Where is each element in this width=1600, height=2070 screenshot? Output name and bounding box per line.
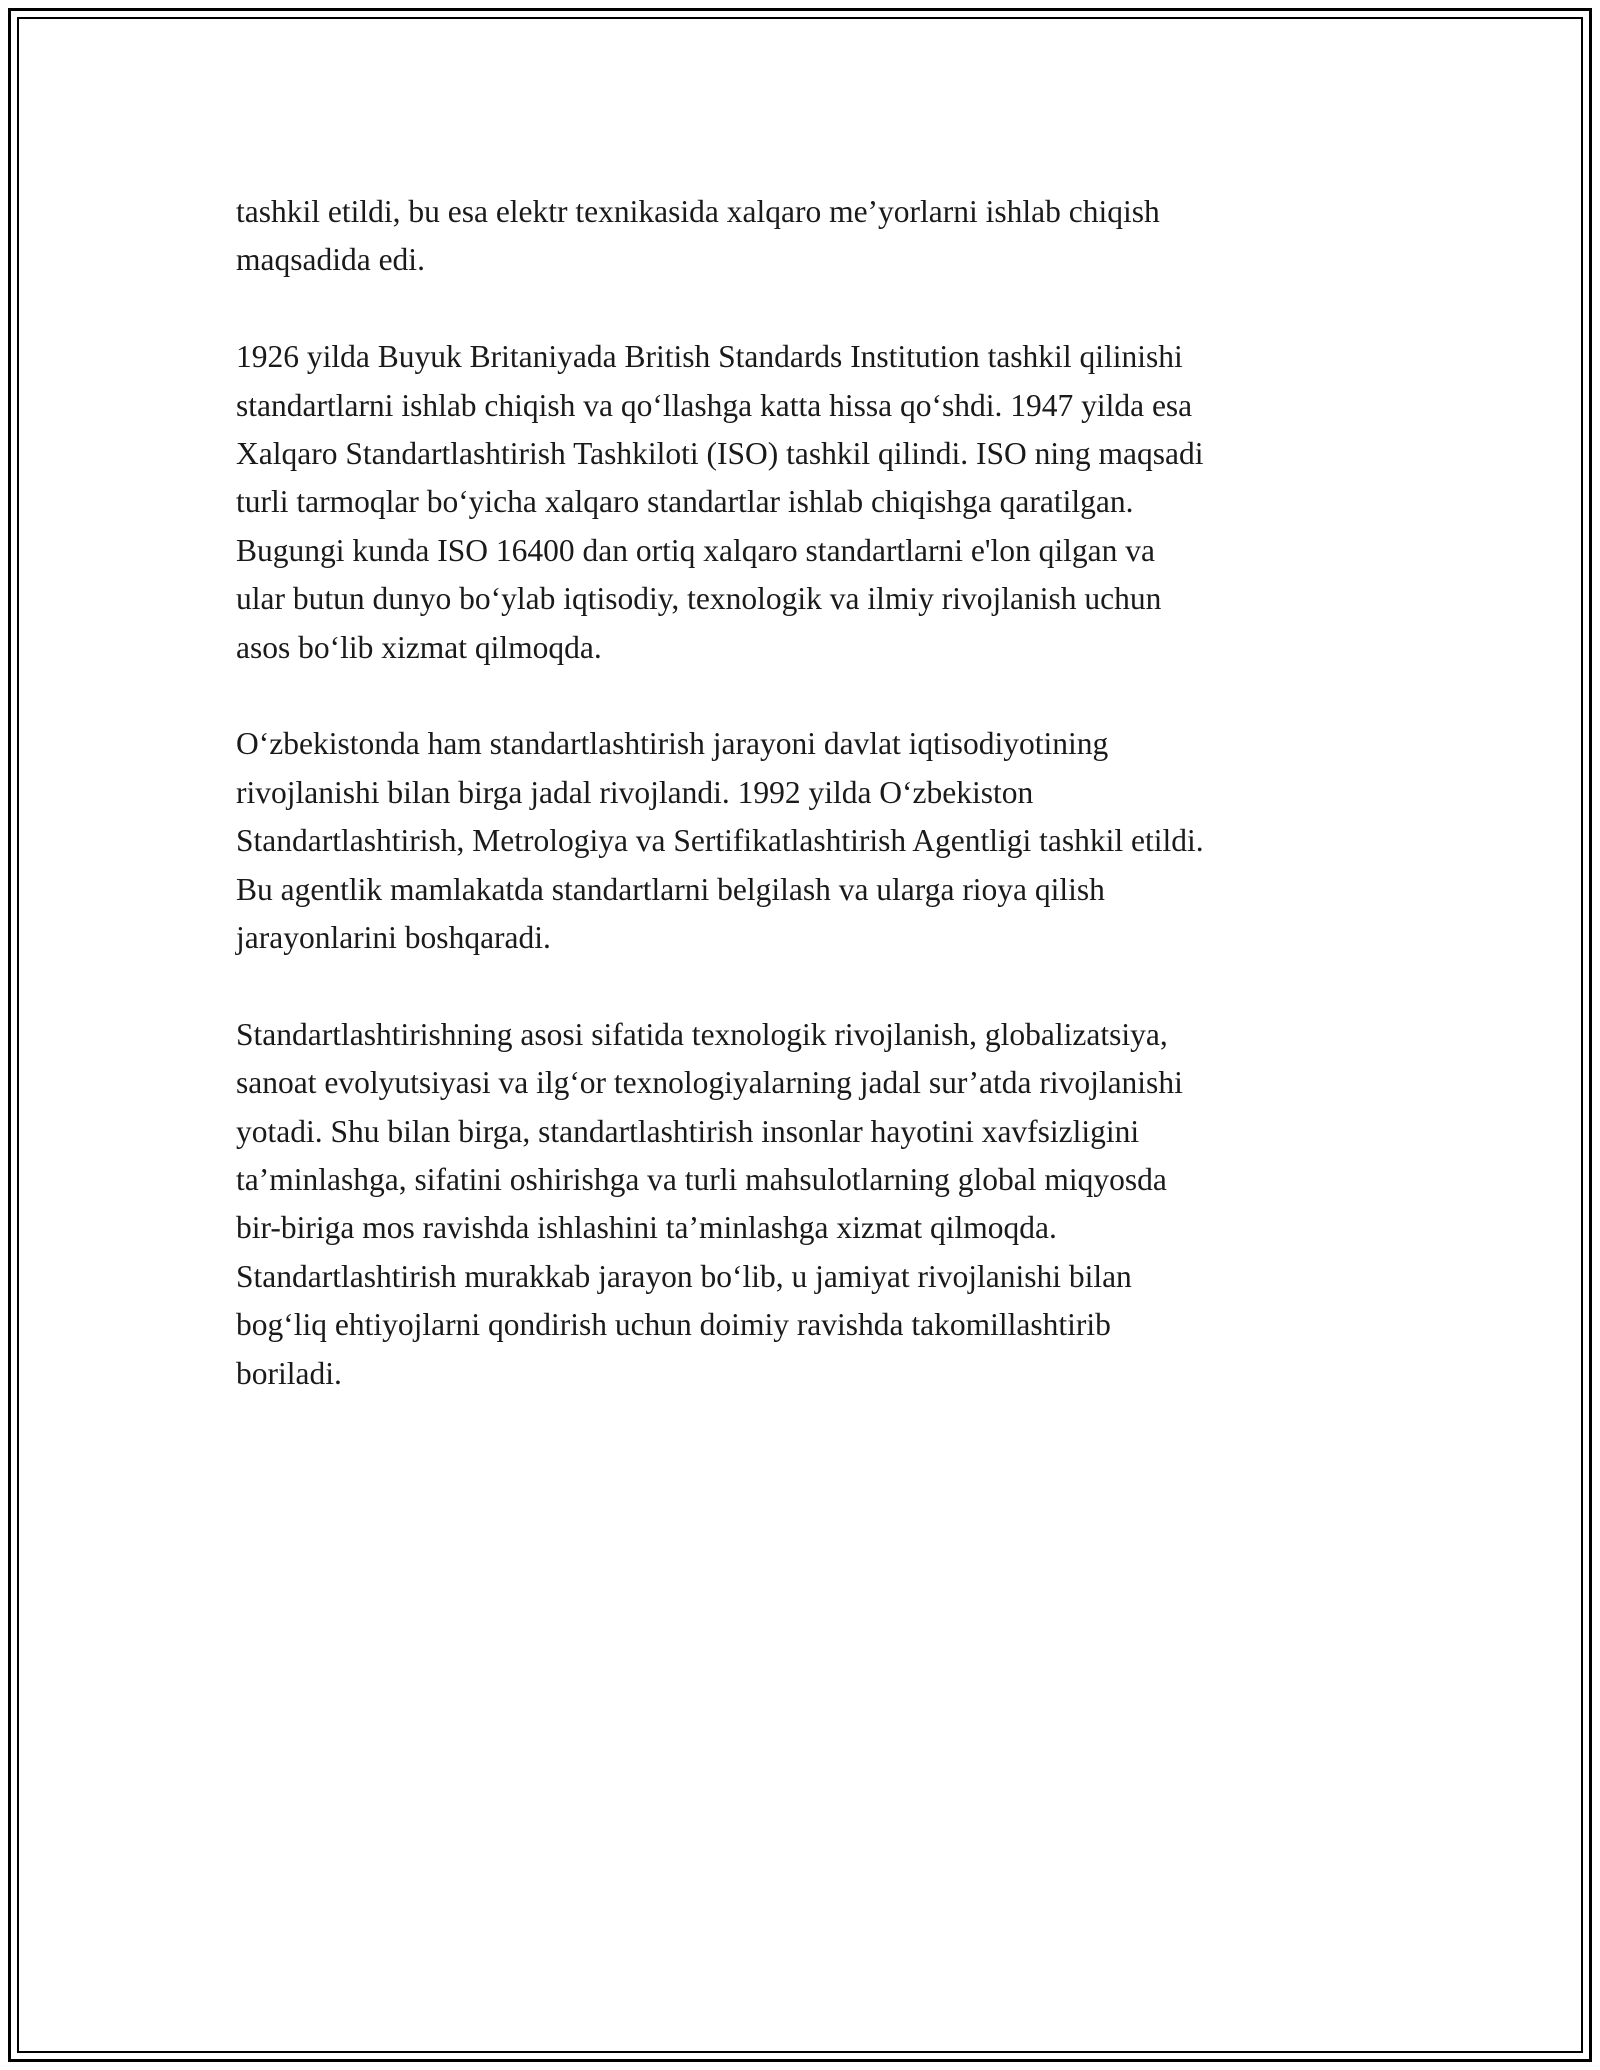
text-line: tashkil etildi, bu esa elektr texnikasida xalqaro me’yorlarni ishlab chiqish: [236, 194, 1160, 229]
paragraph-1: [236, 188, 1386, 285]
text-line: Bu agentlik mamlakatda standartlarni belgilash va ularga rioya qilish: [236, 871, 1105, 907]
text-line: ular butun dunyo bo‘ylab iqtisodiy, texnologik va ilmiy rivojlanish uchun: [236, 581, 1162, 617]
text-line: Standartlashtirish, Metrologiya va Sertifikatlashtirish Agentligi tashkil etildi.: [236, 823, 1204, 859]
text-line: Bugungi kunda ISO 16400 dan ortiq xalqaro standartlarni e'lon qilgan va: [236, 532, 1155, 568]
text-line: Standartlashtirish murakkab jarayon bo‘lib, u jamiyat rivojlanishi bilan: [236, 1258, 1132, 1294]
text-line: standartlarni ishlab chiqish va qo‘llashga katta hissa qo‘shdi. 1947 yilda esa: [236, 387, 1193, 423]
text-line: 1926 yilda Buyuk Britaniyada British Standards Institution tashkil qilinishi: [236, 339, 1183, 375]
paragraph-2: [236, 333, 1386, 672]
text-line: rivojlanishi bilan birga jadal rivojlandi. 1992 yilda O‘zbekiston: [236, 774, 1034, 810]
paragraph-3: [236, 720, 1386, 962]
paragraph-4: [236, 1011, 1386, 1398]
text-line: maqsadida edi.: [236, 242, 425, 278]
text-line: sanoat evolyutsiyasi va ilg‘or texnologiyalarning jadal sur’atda rivojlanishi: [236, 1065, 1183, 1101]
text-line: boriladi.: [236, 1355, 342, 1391]
text-line: jarayonlarini boshqaradi.: [236, 920, 551, 956]
text-line: bir-biriga mos ravishda ishlashini ta’minlashga xizmat qilmoqda.: [236, 1210, 1057, 1246]
text-line: yotadi. Shu bilan birga, standartlashtirish insonlar hayotini xavfsizligini: [236, 1113, 1140, 1149]
text-line: O‘zbekistonda ham standartlashtirish jarayoni davlat iqtisodiyotining: [236, 726, 1109, 762]
text-line: bog‘liq ehtiyojlarni qondirish uchun doimiy ravishda takomillashtirib: [236, 1307, 1111, 1343]
text-line: asos bo‘lib xizmat qilmoqda.: [236, 629, 602, 665]
text-line: Standartlashtirishning asosi sifatida texnologik rivojlanish, globalizatsiya,: [236, 1016, 1168, 1052]
document-body: [236, 188, 1386, 1447]
text-line: turli tarmoqlar bo‘yicha xalqaro standartlar ishlab chiqishga qaratilgan.: [236, 484, 1134, 520]
text-line: Xalqaro Standartlashtirish Tashkiloti (ISO) tashkil qilindi. ISO ning maqsadi: [236, 436, 1204, 472]
text-line: ta’minlashga, sifatini oshirishga va turli mahsulotlarning global miqyosda: [236, 1162, 1167, 1198]
